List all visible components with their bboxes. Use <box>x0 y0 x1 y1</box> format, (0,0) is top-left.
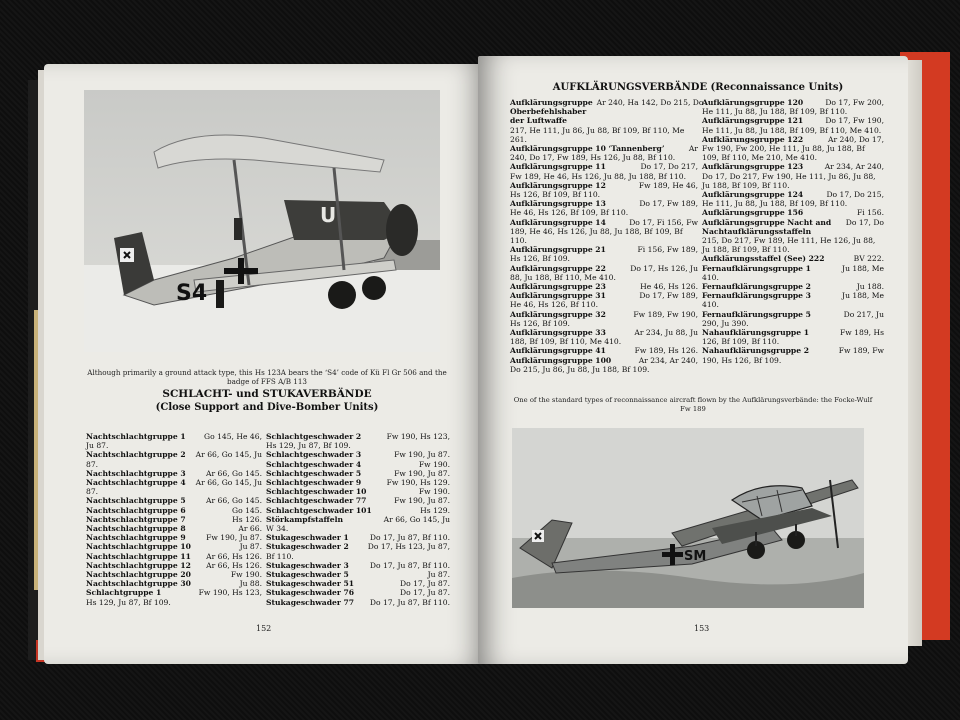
unit-name: Aufklärungsgruppe 156 <box>702 208 804 218</box>
unit-name: Stukageschwader 51 <box>266 579 355 589</box>
unit-name: Aufklärungsgruppe 23 <box>510 282 606 292</box>
unit-entry <box>86 506 262 515</box>
unit-aircraft: Ar 234, Ar 240, <box>638 355 698 365</box>
unit-name: Aufklärungsgruppe Oberbefehlshaber der Luftwaffe <box>510 98 593 126</box>
unit-name: Nachtschlachtgruppe 11 <box>86 551 191 561</box>
unit-aircraft: Ar 66, Go 145, Ju <box>383 514 450 524</box>
unit-name: Nachtschlachtgruppe 3 <box>86 468 186 478</box>
unit-entry <box>86 450 262 468</box>
unit-name: Nachtschlachtgruppe 20 <box>86 570 191 580</box>
unit-name: Nachtschlachtgruppe 5 <box>86 496 186 506</box>
unit-name: Nachtschlachtgruppe 30 <box>86 579 191 589</box>
unit-name: Nachtschlachtgruppe 1 <box>86 432 186 441</box>
fw189-photo <box>512 428 864 608</box>
unit-entry <box>510 282 698 291</box>
unit-aircraft-continued: 126, Bf 109, Bf 110. <box>702 337 780 347</box>
unit-name: Stukageschwader 2 <box>266 542 349 552</box>
reconnaissance-column-2 <box>702 98 884 365</box>
unit-aircraft-continued: Do 215, Ju 86, Ju 88, Ju 188, Bf 109. <box>510 364 650 374</box>
unit-aircraft: Ar 66, Go 145, Ju <box>195 450 262 460</box>
unit-entry <box>510 264 698 282</box>
unit-entry <box>86 432 262 450</box>
unit-aircraft: Ar 234, Ju 88, Ju <box>634 328 698 338</box>
unit-aircraft-continued: 189, He 46, Hs 126, Ju 88, Ju 188, Bf 109, Bf 110. <box>510 226 683 246</box>
close-support-column-1 <box>86 432 262 607</box>
unit-entry <box>510 144 698 162</box>
unit-name: Aufklärungsgruppe 14 <box>510 217 606 227</box>
unit-name: Schlachtgruppe 1 <box>86 588 162 598</box>
unit-aircraft: Hs 129. <box>420 505 450 515</box>
unit-entry <box>266 570 450 579</box>
unit-aircraft: Ju 87. <box>427 570 450 580</box>
unit-name: Schlachtgeschwader 101 <box>266 505 372 515</box>
unit-aircraft: Do 17, Fi 156, Fw <box>629 217 698 227</box>
unit-name: Schlachtgeschwader 5 <box>266 468 362 478</box>
unit-entry <box>86 533 262 542</box>
unit-aircraft-continued: 188, Bf 109, Bf 110, Me 410. <box>510 337 622 347</box>
hs123-photo-caption: Although primarily a ground attack type, this Hs 123A bears the ‘S4’ code of Kü Fl Gr 506 and the badge of FFS A/B 113 <box>87 368 447 386</box>
unit-name: Aufklärungsgruppe 11 <box>510 162 606 172</box>
unit-aircraft: Ar 240, Do 17, <box>827 134 884 144</box>
fw189-code-marking: SM <box>684 549 707 564</box>
unit-entry <box>86 542 262 551</box>
unit-aircraft: Fw 190, Ju 87. <box>206 533 262 543</box>
unit-aircraft: Ar 234, Ar 240, <box>824 162 884 172</box>
fw189-aircraft-illustration <box>512 428 864 608</box>
unit-aircraft: Fw 190. <box>418 459 450 469</box>
unit-aircraft: Fi 156, Fw 189, <box>637 245 698 255</box>
unit-name: Stukageschwader 76 <box>266 588 355 598</box>
unit-entry <box>702 98 884 116</box>
unit-name: Schlachtgeschwader 4 <box>266 459 362 469</box>
hs123-biplane-illustration <box>84 90 440 352</box>
unit-aircraft: Do 17, Fw 190, <box>825 116 884 126</box>
unit-aircraft: Ju 188. <box>856 282 884 292</box>
unit-aircraft-continued: 215, Do 217, Fw 189, He 111, He 126, Ju 88, Ju 188, Bf 109, Bf 110. <box>702 236 876 255</box>
unit-name: Fernaufklärungsgruppe 2 <box>702 282 811 292</box>
unit-name: Schlachtgeschwader 9 <box>266 478 362 488</box>
unit-aircraft: Ju 87. <box>239 542 262 552</box>
fuselage-code-marking: S4 <box>176 281 208 306</box>
unit-aircraft: Ar 66, Go 145, Ju <box>195 478 262 488</box>
unit-name: Aufklärungsgruppe 123 <box>702 162 804 172</box>
unit-entry <box>266 542 450 560</box>
unit-entry <box>86 496 262 505</box>
unit-aircraft: Ar 66, Hs 126. <box>206 560 262 570</box>
unit-name: Nachtschlachtgruppe 10 <box>86 542 191 552</box>
page-number-right: 153 <box>694 624 710 633</box>
unit-aircraft: Fw 190, Ju 87. <box>394 450 450 460</box>
unit-aircraft: Ar 66. <box>238 524 262 534</box>
unit-entry <box>266 515 450 533</box>
unit-name: Nachtschlachtgruppe 4 <box>86 478 186 488</box>
unit-aircraft-continued: Fw 189, He 46, Hs 126, Ju 88, Ju 188, Bf 110. <box>510 171 687 181</box>
unit-aircraft: Fw 190. <box>418 487 450 497</box>
unit-aircraft: Fi 156. <box>856 208 884 218</box>
unit-aircraft-continued: Hs 126, Bf 109, Bf 110. <box>510 190 601 200</box>
unit-entry <box>702 190 884 208</box>
unit-name: Aufklärungsstaffel (See) 222 <box>702 254 825 264</box>
unit-aircraft: Ju 88. <box>239 579 262 589</box>
unit-entry <box>86 579 262 588</box>
unit-name: Aufklärungsgruppe Nacht and Nachtaufklärungsstaffeln <box>702 217 832 236</box>
unit-aircraft: Ar 240, Ha 142, Do 215, Do <box>596 98 704 107</box>
unit-aircraft: BV 222. <box>853 254 884 264</box>
unit-name: Nahaufklärungsgruppe 1 <box>702 328 809 338</box>
right-page <box>478 56 908 664</box>
unit-entry <box>702 208 884 217</box>
unit-aircraft: Do 17, Hs 123, Ju 87, <box>367 542 450 552</box>
unit-entry <box>266 561 450 570</box>
unit-entry <box>510 162 698 180</box>
unit-aircraft: Go 145, He 46, <box>204 432 262 441</box>
unit-aircraft: Fw 189, He 46, <box>638 180 698 190</box>
reconnaissance-column-1 <box>510 98 704 374</box>
unit-name: Aufklärungsgruppe 122 <box>702 134 804 144</box>
unit-entry <box>510 199 698 217</box>
unit-name: Aufklärungsgruppe 121 <box>702 116 804 126</box>
unit-aircraft-continued: He 111, Ju 88, Ju 188, Bf 109, Bf 110. <box>702 107 848 117</box>
unit-aircraft: Do 17, Fw 189, <box>639 199 698 209</box>
unit-entry <box>510 98 704 144</box>
unit-name: Stukageschwader 1 <box>266 533 349 543</box>
unit-aircraft: Do 17, Ju 87. <box>400 579 450 589</box>
unit-entry <box>266 598 450 607</box>
unit-entry <box>702 162 884 190</box>
fw189-photo-caption: One of the standard types of reconnaissance aircraft flown by the Aufklärungsverbände: the Focke-Wulf Fw 189 <box>513 396 873 413</box>
unit-entry <box>86 561 262 570</box>
hs123-photo <box>84 90 440 352</box>
unit-name: Störkampfstaffeln <box>266 514 344 524</box>
unit-aircraft: Go 145. <box>232 505 262 515</box>
unit-aircraft: Fw 190, Hs 123, <box>386 432 450 441</box>
unit-aircraft-continued: 87. <box>86 459 99 469</box>
unit-entry <box>266 460 450 469</box>
unit-entry <box>266 496 450 505</box>
unit-name: Schlachtgeschwader 10 <box>266 487 367 497</box>
unit-aircraft-continued: Do 17, Do 217, Fw 190, He 111, Ju 86, Ju 88, Ju 188, Bf 109, Bf 110. <box>702 171 876 190</box>
unit-name: Aufklärungsgruppe 22 <box>510 263 606 273</box>
unit-entry <box>510 291 698 309</box>
unit-aircraft: Do 17, Fw 200, <box>825 98 884 107</box>
unit-aircraft: Fw 189, Hs <box>839 328 884 338</box>
unit-entry <box>702 291 884 309</box>
unit-entry <box>510 310 698 328</box>
unit-entry <box>702 282 884 291</box>
unit-entry <box>86 515 262 524</box>
unit-aircraft: Ar 66, Go 145. <box>206 496 262 506</box>
unit-entry <box>702 116 884 134</box>
unit-name: Schlachtgeschwader 77 <box>266 496 367 506</box>
unit-name: Fernaufklärungsgruppe 5 <box>702 309 811 319</box>
unit-aircraft: Fw 190, Hs 123, <box>198 588 262 598</box>
unit-aircraft: Ju 188, Me <box>842 263 884 273</box>
unit-aircraft: Do 17, Hs 126, Ju <box>630 263 698 273</box>
left-page <box>44 64 486 664</box>
unit-aircraft: Fw 189, Fw 190, <box>633 309 698 319</box>
unit-entry <box>266 469 450 478</box>
unit-entry <box>510 181 698 199</box>
unit-entry <box>702 310 884 328</box>
unit-aircraft: Ar 66, Go 145. <box>206 468 262 478</box>
unit-entry <box>86 524 262 533</box>
unit-aircraft: Ar 66, Hs 126. <box>206 551 262 561</box>
reconnaissance-heading: AUFKLÄRUNGSVERBÄNDE (Reconnaissance Units) <box>552 82 844 93</box>
unit-aircraft-continued: 87. <box>86 487 99 497</box>
unit-name: Schlachtgeschwader 3 <box>266 450 362 460</box>
unit-name: Aufklärungsgruppe 12 <box>510 180 606 190</box>
unit-aircraft: Fw 190, Hs 129. <box>386 478 450 488</box>
unit-name: Nachtschlachtgruppe 8 <box>86 524 186 534</box>
close-support-subheading: (Close Support and Dive-Bomber Units) <box>155 402 379 413</box>
unit-aircraft: Do 17, Do 217, <box>640 162 698 172</box>
unit-entry <box>702 328 884 346</box>
unit-name: Aufklärungsgruppe 13 <box>510 199 606 209</box>
unit-entry <box>266 506 450 515</box>
unit-entry <box>510 245 698 263</box>
unit-aircraft-continued: 217, He 111, Ju 86, Ju 88, Bf 109, Bf 110, Me 261. <box>510 125 685 144</box>
unit-aircraft-continued: Hs 126, Bf 109. <box>510 318 570 328</box>
unit-entry <box>86 570 262 579</box>
unit-aircraft: Ju 188, Me <box>842 291 884 301</box>
unit-aircraft-continued: 88, Ju 188, Bf 110, Me 410. <box>510 272 616 282</box>
unit-entry <box>266 579 450 588</box>
unit-name: Nachtschlachtgruppe 6 <box>86 505 186 515</box>
cowl-code-marking: U <box>320 203 337 227</box>
unit-name: Stukageschwader 5 <box>266 570 349 580</box>
unit-name: Aufklärungsgruppe 41 <box>510 346 606 356</box>
unit-aircraft-continued: Hs 129, Ju 87, Bf 109. <box>266 441 351 451</box>
unit-entry <box>266 432 450 450</box>
unit-entry <box>510 218 698 246</box>
unit-aircraft: Do 17, Fw 189, <box>639 291 698 301</box>
unit-name: Aufklärungsgruppe 21 <box>510 245 606 255</box>
unit-name: Stukageschwader 77 <box>266 597 355 607</box>
unit-aircraft: Do 17, Ju 87, Bf 110. <box>369 533 450 543</box>
unit-aircraft-continued: He 46, Hs 126, Bf 109, Bf 110. <box>510 208 629 218</box>
unit-name: Aufklärungsgruppe 120 <box>702 98 804 107</box>
unit-aircraft: Ar <box>688 144 698 154</box>
unit-aircraft: Do 17, Do <box>845 217 884 227</box>
close-support-heading: SCHLACHT- und STUKAVERBÄNDE <box>162 388 372 400</box>
unit-aircraft-continued: 240, Do 17, Fw 189, Hs 126, Ju 88, Bf 110. <box>510 153 676 163</box>
unit-aircraft-continued: He 46, Hs 126, Bf 110. <box>510 300 598 310</box>
unit-name: Nachtschlachtgruppe 7 <box>86 514 186 524</box>
unit-aircraft-continued: 410. <box>702 272 719 282</box>
unit-aircraft: Do 217, Ju <box>843 309 884 319</box>
unit-name: Schlachtgeschwader 2 <box>266 432 362 441</box>
unit-entry <box>702 264 884 282</box>
unit-aircraft: Do 17, Ju 87, Bf 110. <box>369 597 450 607</box>
unit-entry <box>510 356 698 374</box>
unit-name: Aufklärungsgruppe 31 <box>510 291 606 301</box>
unit-aircraft: Do 17, Do 215, <box>826 190 884 200</box>
unit-name: Nachtschlachtgruppe 9 <box>86 533 186 543</box>
unit-entry <box>510 346 698 355</box>
unit-aircraft-continued: Hs 126, Bf 109. <box>510 254 570 264</box>
unit-entry <box>702 218 884 255</box>
unit-entry <box>702 135 884 163</box>
unit-name: Aufklärungsgruppe 32 <box>510 309 606 319</box>
unit-entry <box>86 552 262 561</box>
unit-aircraft-continued: Bf 110. <box>266 551 294 561</box>
unit-name: Aufklärungsgruppe 10 ‘Tannenberg’ <box>510 144 665 154</box>
unit-name: Nachtschlachtgruppe 2 <box>86 450 186 460</box>
unit-entry <box>86 478 262 496</box>
unit-aircraft: Fw 190, Ju 87. <box>394 496 450 506</box>
unit-entry <box>266 478 450 487</box>
unit-entry <box>86 469 262 478</box>
unit-aircraft: Fw 189, Fw <box>838 346 884 356</box>
unit-entry <box>510 328 698 346</box>
unit-aircraft: Fw 190, Ju 87. <box>394 468 450 478</box>
unit-aircraft: Fw 190. <box>230 570 262 580</box>
unit-entry <box>702 254 884 263</box>
unit-entry <box>266 450 450 459</box>
unit-aircraft: Do 17, Ju 87, Bf 110. <box>369 560 450 570</box>
unit-aircraft: Fw 189, Hs 126. <box>634 346 698 356</box>
unit-aircraft-continued: 290, Ju 390. <box>702 318 749 328</box>
unit-name: Aufklärungsgruppe 33 <box>510 328 606 338</box>
unit-name: Nahaufklärungsgruppe 2 <box>702 346 809 356</box>
unit-name: Fernaufklärungsgruppe 1 <box>702 263 811 273</box>
unit-aircraft-continued: 190, Hs 126, Bf 109. <box>702 355 782 365</box>
unit-aircraft-continued: He 111, Ju 88, Ju 188, Bf 109, Bf 110. <box>702 199 848 209</box>
unit-entry <box>266 588 450 597</box>
unit-aircraft-continued: Hs 129, Ju 87, Bf 109. <box>86 597 171 607</box>
unit-entry <box>86 588 262 606</box>
unit-aircraft-continued: W 34. <box>266 524 289 534</box>
unit-aircraft: Do 17, Ju 87. <box>400 588 450 598</box>
unit-entry <box>266 533 450 542</box>
unit-name: Aufklärungsgruppe 100 <box>510 355 612 365</box>
page-number-left: 152 <box>256 624 272 633</box>
unit-aircraft: Hs 126. <box>232 514 262 524</box>
unit-aircraft-continued: 410. <box>702 300 719 310</box>
unit-name: Fernaufklärungsgruppe 3 <box>702 291 811 301</box>
unit-name: Stukageschwader 3 <box>266 560 349 570</box>
unit-entry <box>702 346 884 364</box>
unit-aircraft: He 46, Hs 126. <box>640 282 698 292</box>
unit-aircraft-continued: Fw 190, Fw 200, He 111, Ju 88, Ju 188, Bf 109, Bf 110, Me 210, Me 410. <box>702 144 865 163</box>
unit-name: Aufklärungsgruppe 124 <box>702 190 804 200</box>
unit-entry <box>266 487 450 496</box>
unit-name: Nachtschlachtgruppe 12 <box>86 560 191 570</box>
unit-aircraft-continued: He 111, Ju 88, Ju 188, Bf 109, Bf 110, Me 410. <box>702 125 882 135</box>
unit-aircraft-continued: Ju 87. <box>86 441 109 451</box>
close-support-column-2 <box>266 432 450 607</box>
